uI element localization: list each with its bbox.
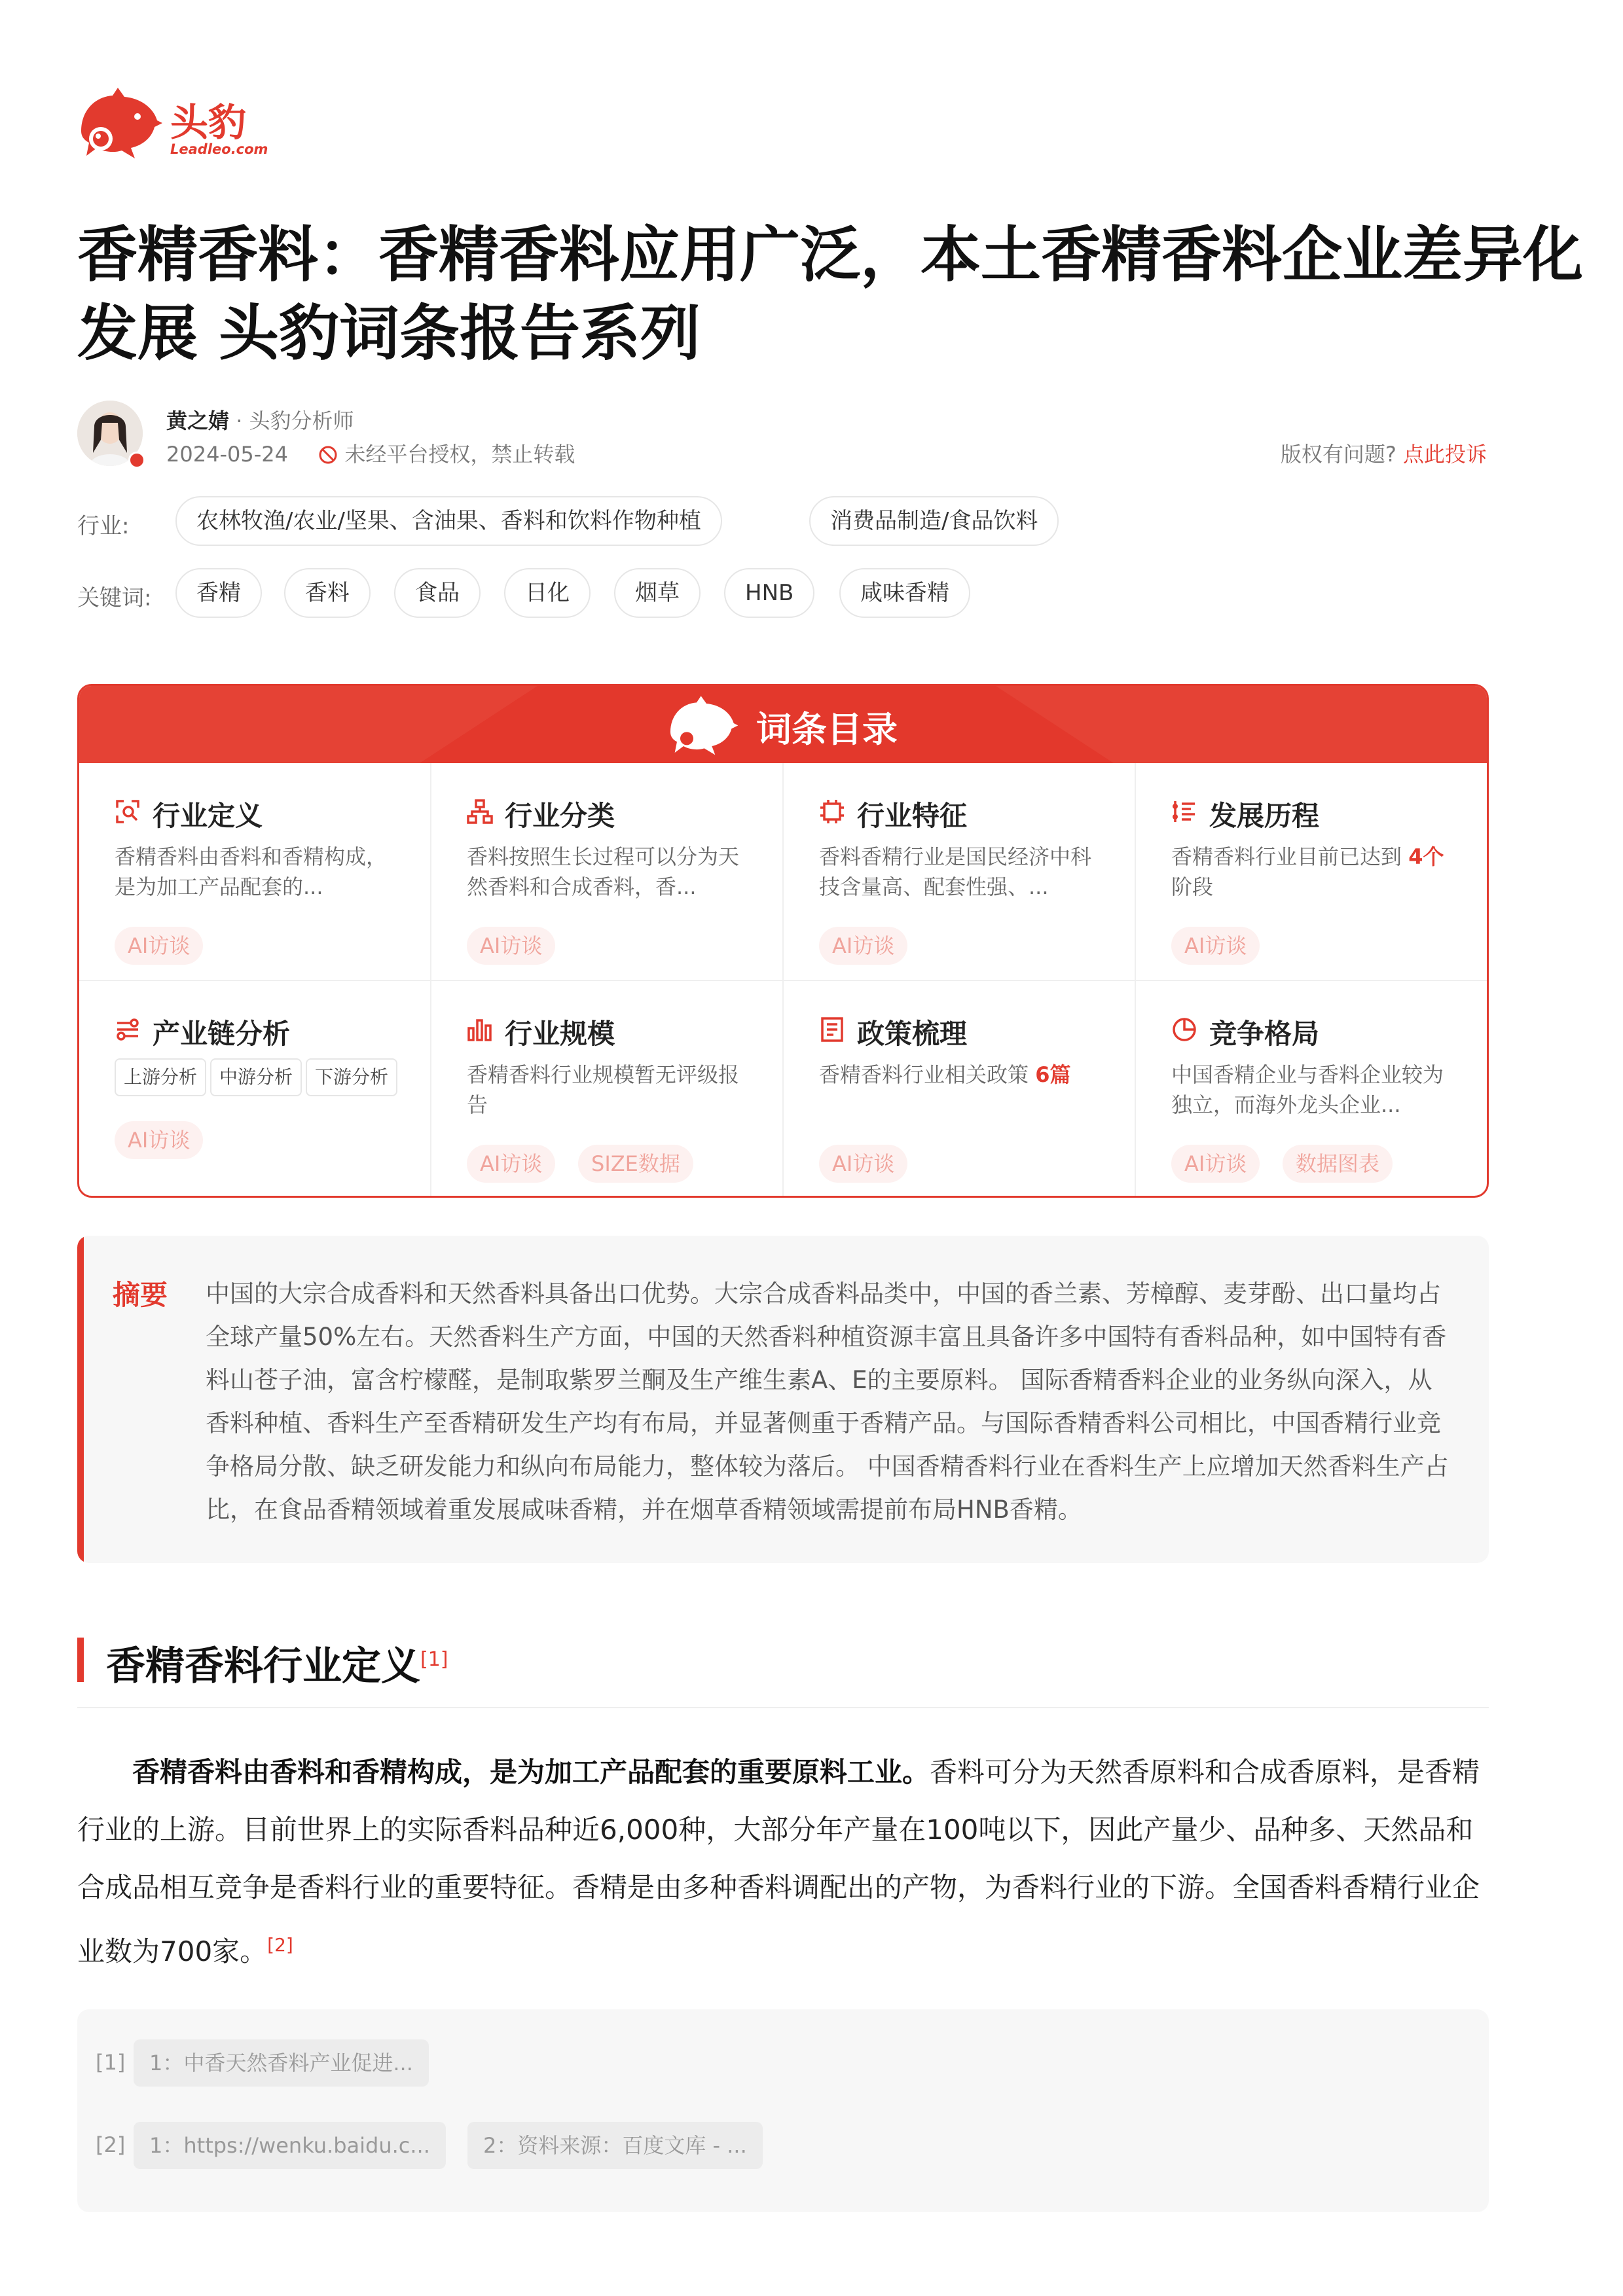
toc-cell-features[interactable] xyxy=(784,763,1136,981)
ai-interview-button[interactable]: AI访谈 xyxy=(1171,1145,1260,1183)
section-body xyxy=(77,1744,1489,1981)
section-title: 香精香料行业定义 xyxy=(106,1643,420,1689)
toc-desc xyxy=(819,1060,1107,1090)
toc-heading: 竞争格局 xyxy=(1209,1018,1320,1050)
copyright-notice: 未经平台授权，禁止转载 xyxy=(344,442,575,467)
toc-heading: 行业规模 xyxy=(505,1018,615,1050)
toc-desc: 香料香精行业是国民经济中科技含量高、配套性强、... xyxy=(819,844,1092,899)
keyword-tag[interactable]: HNB xyxy=(724,568,814,618)
toc-desc-pre: 香精香料行业相关政策 xyxy=(819,1062,1029,1087)
ref-item[interactable]: 1：中香天然香料产业促进... xyxy=(134,2039,429,2087)
toc-desc-highlight: 6篇 xyxy=(1035,1062,1071,1087)
size-data-button[interactable]: SIZE数据 xyxy=(578,1145,693,1183)
ai-interview-button[interactable]: AI访谈 xyxy=(115,927,203,965)
policy-icon xyxy=(819,1016,845,1043)
data-chart-button[interactable]: 数据图表 xyxy=(1283,1145,1393,1183)
report-link[interactable]: 点此投诉 xyxy=(1402,442,1487,467)
toc-cell-history[interactable] xyxy=(1136,763,1488,981)
upstream-analysis-button[interactable]: 上游分析 xyxy=(115,1058,206,1096)
toc-title: 词条目录 xyxy=(756,709,898,750)
brand-logo[interactable] xyxy=(75,85,268,170)
midstream-analysis-button[interactable]: 中游分析 xyxy=(210,1058,302,1096)
leopard-logo-icon xyxy=(661,694,746,759)
ai-interview-button[interactable]: AI访谈 xyxy=(819,927,907,965)
search-doc-icon xyxy=(115,798,141,825)
ai-interview-button[interactable]: AI访谈 xyxy=(1171,927,1260,965)
toc-desc: 香料按照生长过程可以分为天然香料和合成香料，香... xyxy=(467,844,740,899)
author-name: 黄之婧 xyxy=(166,408,230,433)
ai-interview-button[interactable]: AI访谈 xyxy=(819,1145,907,1183)
keyword-tag[interactable]: 咸味香精 xyxy=(839,568,970,618)
industry-label: 行业: xyxy=(77,513,130,539)
section-divider xyxy=(77,1707,1489,1708)
toc-cell-policy[interactable] xyxy=(784,981,1136,1198)
section-body-text: 香料可分为天然香原料和合成香原料，是香精行业的上游。目前世界上的实际香料品种近6,000种，大部分年产量在100吨以下，因此产量少、品种多、天然品和合成品相互竞争是香料行业的重要特征。香精是由多种香料调配出的产物，为香料行业的下游。全国香料香精行业企业数为700家。 xyxy=(77,1756,1480,1967)
feature-icon xyxy=(819,798,845,825)
abstract-text: 中国的大宗合成香料和天然香料具备出口优势。大宗合成香料品类中，中国的香兰素、芳樟醇、麦芽酚、出口量均占全球产量50%左右。天然香料生产方面，中国的天然香料种植资源丰富且具备许多中国特有香料品种，如中国特有香料山苍子油，富含柠檬醛，是制取紫罗兰酮及生产维生素A、E的主要原料。 国际香精香料企业的业务纵向深入，从香料种植、香料生产至香精研发生产均有布局，并显著侧重于香精产品。与国际香精香料公司相比，中国香精行业竞争格局分散、缺乏研发能力和纵向布局能力，整体较为落后。 中国香精香料行业在香料生产上应增加天然香料生产占比，在食品香精领域着重发展咸味香精，并在烟草香精领域需提前布局HNB香精。 xyxy=(206,1280,1449,1524)
toc-desc: 中国香精企业与香料企业较为独立，而海外龙头企业... xyxy=(1171,1062,1444,1117)
toc-desc: 香精香料行业规模暂无评级报告 xyxy=(467,1062,740,1117)
toc-heading: 政策梳理 xyxy=(857,1018,968,1050)
toc-desc: 香精香料由香料和香精构成，是为加工产品配套的... xyxy=(115,844,388,899)
hierarchy-icon xyxy=(467,798,493,825)
section-accent-bar xyxy=(77,1638,84,1682)
leopard-logo-icon xyxy=(75,85,166,164)
toc-cell-definition[interactable] xyxy=(79,763,431,981)
no-entry-icon xyxy=(318,445,338,465)
toc-desc-highlight: 4个 xyxy=(1408,844,1444,869)
toc-cell-scale[interactable] xyxy=(431,981,784,1198)
chain-icon xyxy=(115,1016,141,1043)
toc-desc-post: 阶段 xyxy=(1171,874,1214,899)
abstract-accent-bar xyxy=(77,1236,84,1563)
verified-badge-icon xyxy=(128,452,145,469)
toc-heading: 行业特征 xyxy=(857,800,968,832)
bar-chart-icon xyxy=(467,1016,493,1043)
abstract-label: 摘要 xyxy=(113,1279,168,1311)
copyright-question: 版权有问题? xyxy=(1280,442,1396,467)
timeline-icon xyxy=(1171,798,1197,825)
toc-heading: 行业定义 xyxy=(153,800,263,832)
publish-date: 2024-05-24 xyxy=(166,442,288,467)
toc-heading: 行业分类 xyxy=(505,800,615,832)
body-ref-link[interactable]: [2] xyxy=(267,1934,293,1956)
ref-number: [2] xyxy=(96,2132,126,2157)
brand-sub: Leadleo.com xyxy=(170,141,268,157)
toc-panel xyxy=(77,684,1489,1198)
toc-cell-classification[interactable] xyxy=(431,763,784,981)
ref-item[interactable]: 2：资料来源：百度文库 - ... xyxy=(467,2122,763,2169)
downstream-analysis-button[interactable]: 下游分析 xyxy=(306,1058,397,1096)
keyword-tag[interactable]: 香精 xyxy=(175,568,262,618)
section-body-bold: 香精香料由香料和香精构成，是为加工产品配套的重要原料工业。 xyxy=(132,1756,930,1788)
toc-desc-pre: 香精香料行业目前已达到 xyxy=(1171,844,1402,869)
ai-interview-button[interactable]: AI访谈 xyxy=(467,1145,555,1183)
toc-header xyxy=(79,686,1487,763)
keyword-tag[interactable]: 食品 xyxy=(394,568,481,618)
section-ref-link[interactable]: [1] xyxy=(420,1648,448,1671)
ai-interview-button[interactable]: AI访谈 xyxy=(115,1121,203,1159)
toc-cell-competition[interactable] xyxy=(1136,981,1488,1198)
keyword-tag[interactable]: 烟草 xyxy=(614,568,701,618)
keyword-tag[interactable]: 日化 xyxy=(504,568,591,618)
pie-icon xyxy=(1171,1016,1197,1043)
ref-number: [1] xyxy=(96,2050,126,2075)
toc-heading: 产业链分析 xyxy=(153,1018,291,1050)
keywords-label: 关键词: xyxy=(77,585,152,611)
toc-desc xyxy=(1171,842,1459,902)
brand-name: 头豹 xyxy=(170,100,247,145)
author-role: · 头豹分析师 xyxy=(236,408,354,433)
toc-heading: 发展历程 xyxy=(1209,800,1320,832)
references-box xyxy=(77,2009,1489,2212)
keyword-tag[interactable]: 香料 xyxy=(284,568,371,618)
industry-tag[interactable]: 消费品制造/食品饮料 xyxy=(809,496,1059,546)
industry-tag[interactable]: 农林牧渔/农业/坚果、含油果、香料和饮料作物种植 xyxy=(175,496,722,546)
copyright-box xyxy=(1281,438,1487,468)
toc-cell-chain[interactable] xyxy=(79,981,431,1198)
ref-item[interactable]: 1：https://wenku.baidu.c... xyxy=(134,2122,446,2169)
abstract-box xyxy=(77,1236,1489,1563)
ai-interview-button[interactable]: AI访谈 xyxy=(467,927,555,965)
page-title: 香精香料：香精香料应用广泛，本土香精香料企业差异化发展 头豹词条报告系列 xyxy=(77,220,1584,368)
